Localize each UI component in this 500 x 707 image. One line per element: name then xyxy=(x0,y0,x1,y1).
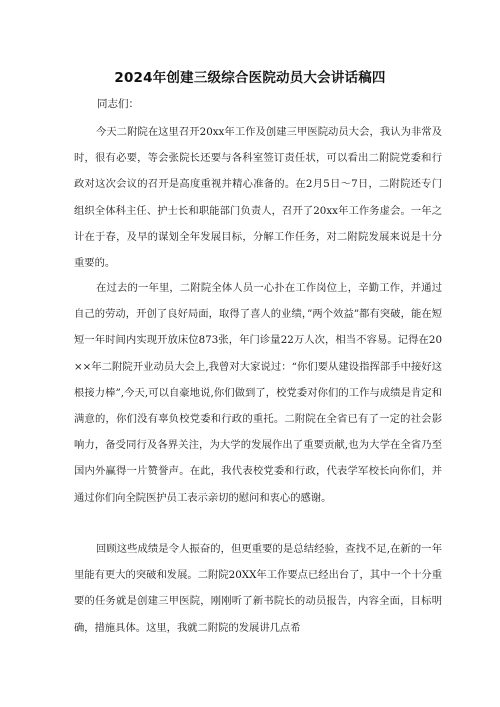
paragraph-1: 今天二附院在这里召开20xx年工作及创建三甲医院动员大会，我认为非常及时，很有必要，等会张院长还要与各科室签订责任状，可以看出二附院党委和行政对这次会议的召开是高度重视并精心准备的。在2月5日～7日，二附院还专门组织全体科主任、护士长和职能部门负责人，召开了20xx年工作务虚会。一年之计在于春，及早的谋划全年发展目标，分解工作任务，对二附院发展来说是十分重要的。 xyxy=(74,126,442,270)
paragraph-2: 在过去的一年里，二附院全体人员一心扑在工作岗位上，辛勤工作，并通过自己的劳动，开创了良好局面，取得了喜人的业绩，”两个效益”都有突破，能在短短一年时间内实现开放床位873张，年门诊量22万人次，相当不容易。记得在20××年二附院开业动员大会上,我曾对大家说过：“你们要从建设指挥部手中接好这根接力棒”,今天,可以自豪地说,你们做到了，校党委对你们的工作与成绩是肯定和满意的，你们没有辜负校党委和行政的重托。二附院在全省已有了一定的社会影响力，备受同行及各界关注，为大学的发展作出了重要贡献,也为大学在全省乃至国内外赢得一片赞誉声。在此，我代表校党委和行政，代表学军校长向你们，并通过你们向全院医护员工表示亲切的慰问和衷心的感谢。 xyxy=(74,282,442,504)
document-title: 2024年创建三级综合医院动员大会讲话稿四 xyxy=(114,70,386,86)
salutation: 同志们： xyxy=(97,98,139,110)
paragraph-3: 回顾这些成绩是令人振奋的，但更重要的是总结经验，查找不足,在新的一年里能有更大的突破和发展。二附院20XX年工作要点已经出台了，其中一个十分重要的任务就是创建三甲医院，刚刚听了新书院长的动员报告，内容全面，目标明确，措施具体。这里，我就二附院的发展讲几点希 xyxy=(74,543,442,634)
